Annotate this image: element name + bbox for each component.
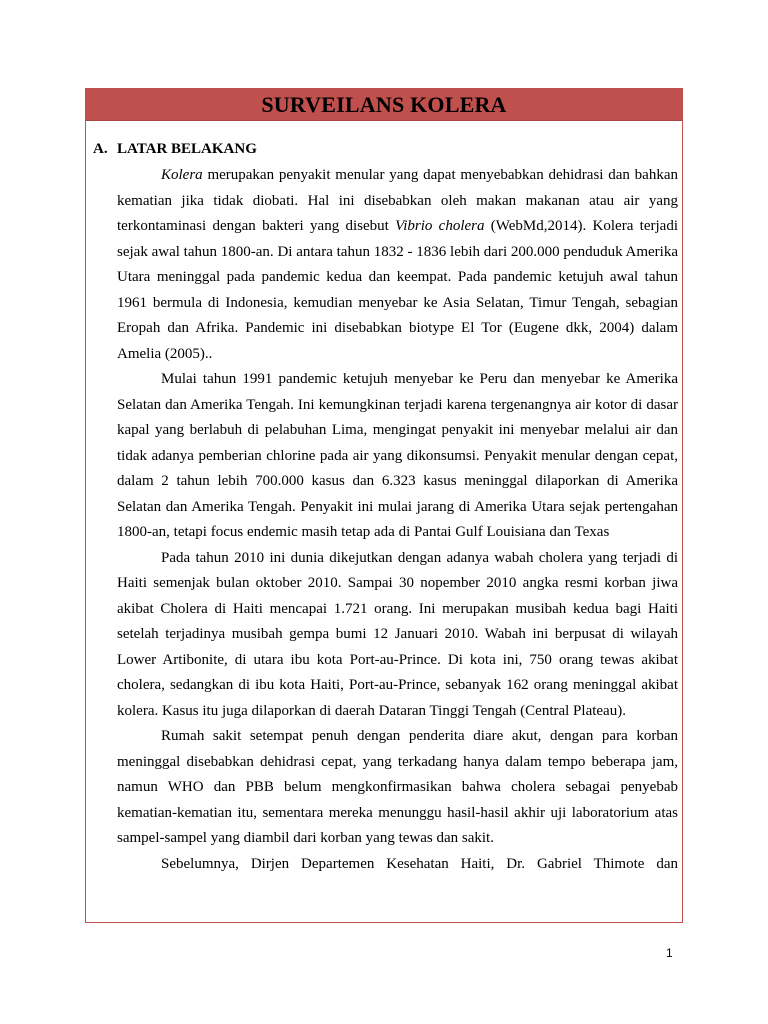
section-title: LATAR BELAKANG <box>117 141 257 157</box>
document-frame <box>85 88 683 923</box>
paragraph: Mulai tahun 1991 pandemic ketujuh menyebar ke Peru dan menyebar ke Amerika Selatan dan Amerika Tengah. Ini kemungkinan terjadi karena tergenangnya air kotor di dasar kapal yang berlabuh di pelabuhan Lima, mengingat penyakit ini menyebar melalui air dan tidak adanya pemberian chlorine pada air yang dikonsumsi. Penyakit menular dengan cepat, dalam 2 tahun lebih 700.000 kasus dan 6.323 kasus meninggal dilaporkan di Amerika Selatan dan Amerika Tengah. Penyakit ini mulai jarang di Amerika Utara sejak pertengahan 1800-an, tetapi focus endemic masih tetap ada di Pantai Gulf Louisiana dan Texas <box>117 371 678 540</box>
paragraph: Rumah sakit setempat penuh dengan penderita diare akut, dengan para korban meninggal disebabkan dehidrasi cepat, yang terkadang hanya dalam tempo beberapa jam, namun WHO dan PBB belum mengkonfirmasikan bahwa cholera sebagai penyebab kematian-kematian itu, sementara mereka menunggu hasil-hasil akhir uji laboratorium atas sampel-sampel yang diambil dari korban yang tewas dan sakit. <box>117 728 678 846</box>
page-number: 1 <box>666 946 673 960</box>
section-number: A. <box>93 141 108 157</box>
title-bar <box>86 89 682 121</box>
document-body <box>117 163 678 877</box>
paragraph: Sebelumnya, Dirjen Departemen Kesehatan Haiti, Dr. Gabriel Thimote dan <box>161 855 678 872</box>
paragraph: Pada tahun 2010 ini dunia dikejutkan dengan adanya wabah cholera yang terjadi di Haiti semenjak bulan oktober 2010. Sampai 30 nopember 2010 angka resmi korban jiwa akibat Cholera di Haiti mencapai 1.721 orang. Ini merupakan musibah kedua bagi Haiti setelah terjadinya musibah gempa bumi 12 Januari 2010. Wabah ini berpusat di wilayah Lower Artibonite, di utara ibu kota Port-au-Prince. Di kota ini, 750 orang tewas akibat cholera, sedangkan di ibu kota Haiti, Port-au-Prince, sebanyak 162 orang meninggal akibat kolera. Kasus itu juga dilaporkan di daerah Dataran Tinggi Tengah (Central Plateau). <box>117 549 678 719</box>
section-heading <box>93 141 257 158</box>
paragraph <box>117 163 678 367</box>
paragraph-text: (WebMd,2014). Kolera terjadi sejak awal tahun 1800-an. Di antara tahun 1832 - 1836 lebih dari 200.000 penduduk Amerika Utara meninggal pada pandemic kedua dan keempat. Pada pandemic ketujuh awal tahun 1961 bermula di Indonesia, kemudian menyebar ke Asia Selatan, Timur Tengah, sebagian Eropah dan Afrika. Pandemic ini disebabkan biotype El Tor (Eugene dkk, 2004) dalam Amelia (2005).. <box>117 218 678 362</box>
italic-term: Kolera <box>161 167 203 183</box>
italic-species: Vibrio cholera <box>395 218 485 234</box>
document-title: SURVEILANS KOLERA <box>261 91 507 117</box>
paragraph-text: merupakan penyakit menular yang dapat menyebabkan dehidrasi dan bahkan kematian jika tidak diobati. Hal ini disebabkan oleh makan makanan atau air yang terkontaminasi dengan bakteri yang disebut <box>117 167 678 234</box>
